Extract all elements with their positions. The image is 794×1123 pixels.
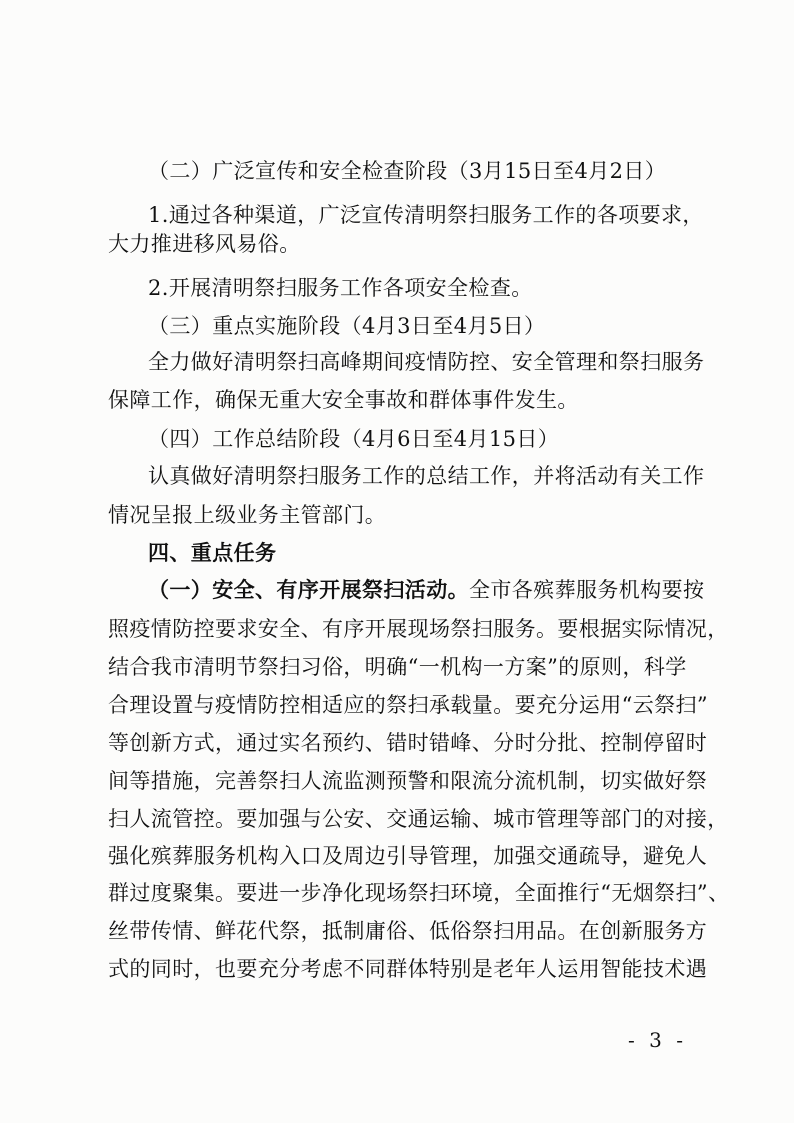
paragraph-line: 强化殡葬服务机构入口及周边引导管理，加强交通疏导，避免人 [108, 844, 708, 868]
paragraph-line: 大力推进移风易俗。 [108, 232, 301, 256]
paragraph-line: 等创新方式，通过实名预约、错时错峰、分时分批、控制停留时 [108, 731, 708, 755]
paragraph-line: 扫人流管控。要加强与公安、交通运输、城市管理等部门的对接， [108, 807, 729, 831]
task-heading: （一）安全、有序开展祭扫活动。 [148, 577, 469, 602]
paragraph-line: 保障工作，确保无重大安全事故和群体事件发生。 [108, 388, 579, 412]
section-heading: 四、重点任务 [148, 540, 277, 565]
page-number: - 3 - [628, 1028, 687, 1052]
paragraph-line: 情况呈报上级业务主管部门。 [108, 503, 387, 527]
paragraph-line: 结合我市清明节祭扫习俗，明确“一机构一方案”的原则，科学 [108, 655, 687, 679]
subheading-3: （三）重点实施阶段（4月3日至4月5日） [148, 314, 546, 338]
paragraph-line: 照疫情防控要求安全、有序开展现场祭扫服务。要根据实际情况， [108, 617, 729, 641]
paragraph-line: 群过度聚集。要进一步净化现场祭扫环境，全面推行“无烟祭扫”、 [108, 881, 730, 905]
paragraph-line: 间等措施，完善祭扫人流监测预警和限流分流机制，切实做好祭 [108, 769, 708, 793]
subheading-4: （四）工作总结阶段（4月6日至4月15日） [148, 427, 560, 451]
paragraph-line: 2.开展清明祭扫服务工作各项安全检查。 [148, 276, 533, 300]
paragraph-line: 式的同时，也要充分考虑不同群体特别是老年人运用智能技术遇 [108, 957, 708, 981]
paragraph-line: 全力做好清明祭扫高峰期间疫情防控、安全管理和祭扫服务 [148, 350, 705, 374]
paragraph-line: 丝带传情、鲜花代祭，抵制庸俗、低俗祭扫用品。在创新服务方 [108, 919, 708, 943]
paragraph-line: 认真做好清明祭扫服务工作的总结工作，并将活动有关工作 [148, 464, 705, 488]
subheading-2: （二）广泛宣传和安全检查阶段（3月15日至4月2日） [148, 159, 667, 183]
paragraph-text: 全市各殡葬服务机构要按 [469, 578, 705, 602]
paragraph-line [148, 577, 748, 603]
paragraph-line: 合理设置与疫情防控相适应的祭扫承载量。要充分运用“云祭扫” [108, 693, 709, 717]
paragraph-line: 1.通过各种渠道，广泛宣传清明祭扫服务工作的各项要求， [148, 203, 704, 227]
